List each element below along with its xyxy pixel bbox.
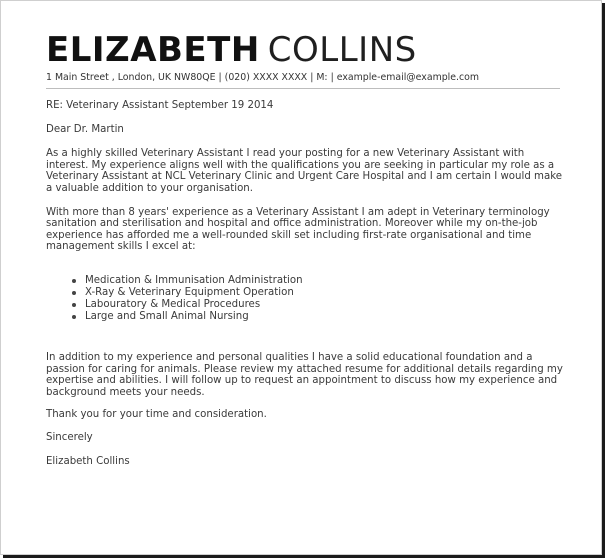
salutation: Dear Dr. Martin [46,123,124,135]
subject-line: RE: Veterinary Assistant September 19 2014 [46,100,274,111]
paragraph-intro: As a highly skilled Veterinary Assistant I read your posting for a new Veterinary Assistant with interest. My experience aligns well with the qualifications you are seeking in particular my role as a Veterinary Assistant at NCL Veterinary Clinic and Urgent Care Hospital and I am certain I would make a valuable addition to your organisation. [46,148,563,194]
applicant-name [46,30,566,70]
last-name: COLLINS [267,30,417,70]
list-item: Large and Small Animal Nursing [72,311,566,323]
valediction: Sincerely [46,431,93,443]
signature-name: Elizabeth Collins [46,455,130,467]
list-item: Labouratory & Medical Procedures [72,299,566,311]
thanks-line: Thank you for your time and consideration. [46,409,267,421]
list-item: X-Ray & Veterinary Equipment Operation [72,287,566,299]
contact-line: 1 Main Street , London, UK NW80QE | (020) XXXX XXXX | M: | example-email@example.com [46,72,480,83]
paragraph-experience: With more than 8 years' experience as a Veterinary Assistant I am adept in Veterinary terminology sanitation and sterilisation and hospital and office administration. Moreover while my on-the-job experience has afforded me a well-rounded skill set including first-rate organisational and time management skills I excel at: [46,206,550,253]
list-item: Medication & Immunisation Administration [72,275,566,287]
first-name: ELIZABETH [46,30,260,70]
header-divider [46,88,560,89]
paragraph-closing: In addition to my experience and personal qualities I have a solid educational foundation and a passion for caring for animals. Please review my attached resume for additional details regarding my expertise and abilities. I will follow up to request an appointment to discuss how my experience and background meets your needs. [46,351,563,398]
letter-content [46,30,566,467]
skills-list [46,275,566,323]
